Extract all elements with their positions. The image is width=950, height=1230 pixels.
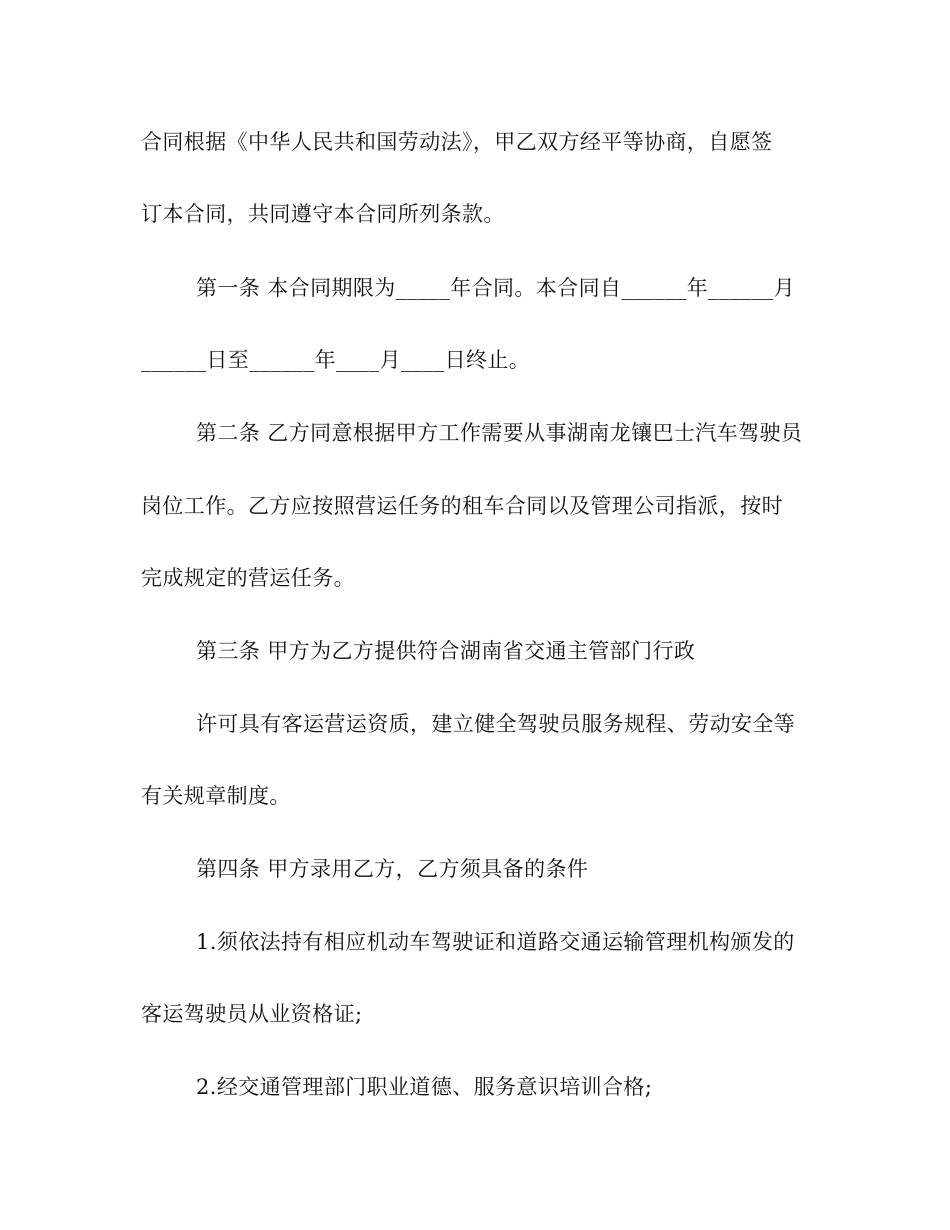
text-line: 订本合同，共同遵守本合同所列条款。 [141,202,505,226]
text-line: 客运驾驶员从业资格证; [141,1002,363,1026]
article-2-line: 第二条 乙方同意根据甲方工作需要从事湖南龙镶巴士汽车驾驶员 [196,421,803,445]
text-line: 有关规章制度。 [141,784,291,808]
text-line: ______日至______年____月____日终止。 [141,348,531,372]
article-1-line: 第一条 本合同期限为_____年合同。本合同自______年______月 [196,276,795,300]
text-line: 许可具有客运营运资质，建立健全驾驶员服务规程、劳动安全等 [196,712,796,736]
article-4-line: 第四条 甲方录用乙方，乙方须具备的条件 [196,857,589,881]
article-3-line: 第三条 甲方为乙方提供符合湖南省交通主管部门行政 [196,639,696,663]
text-line: 合同根据《中华人民共和国劳动法》，甲乙双方经平等协商，自愿签 [141,130,773,154]
text-line: 岗位工作。乙方应按照营运任务的租车合同以及管理公司指派，按时 [141,494,783,518]
text-line: 完成规定的营运任务。 [141,566,355,590]
condition-2-line: 2.经交通管理部门职业道德、服务意识培训合格; [196,1075,653,1099]
condition-1-line: 1.须依法持有相应机动车驾驶证和道路交通运输管理机构颁发的 [196,930,795,954]
